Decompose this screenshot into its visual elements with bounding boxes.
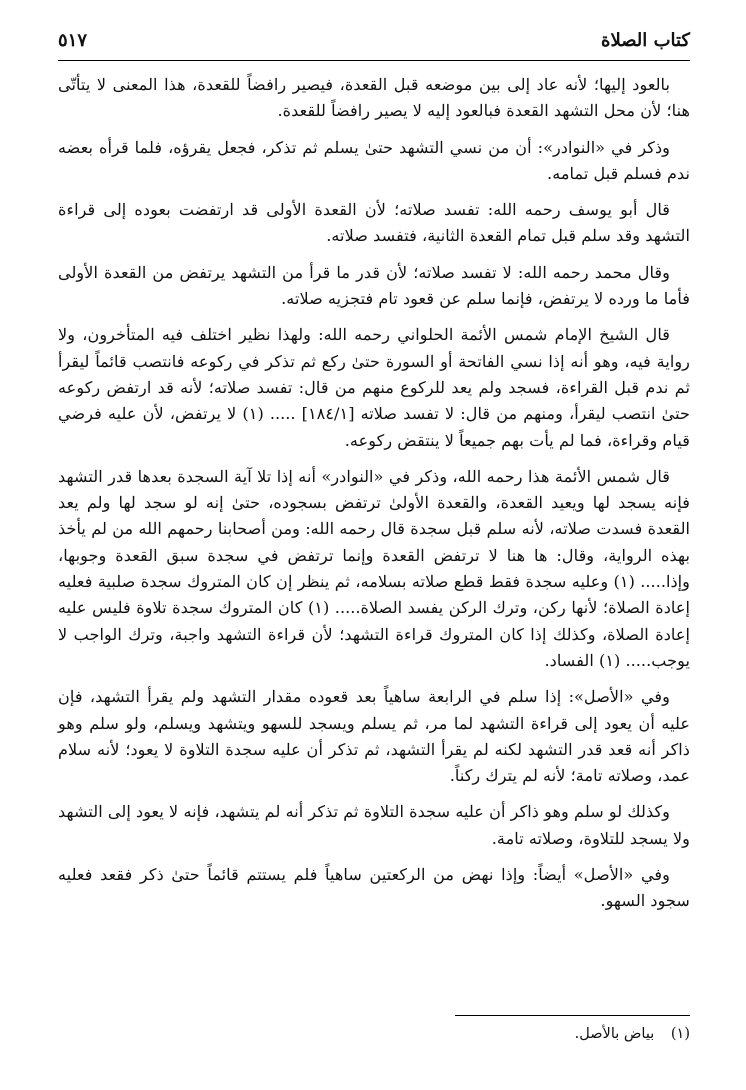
header-divider [58,60,690,61]
page-number: ٥١٧ [58,30,88,51]
paragraph: قال الشيخ الإمام شمس الأئمة الحلواني رحمه الله: ولهذا نظير اختلف فيه المتأخرون، ولا رواية فيه، وهو أنه إذا نسي الفاتحة أو السورة حتىٰ ركع ثم تذكر في ركوعه فانتصب قائماً ليقرأ ثم ندم قبل القراءة، فسجد ولم يعد للركوع منهم من قال: تفسد صلاته؛ لأنه قد ارتفض ركوعه حتىٰ انتصب ليقرأ، ومنهم من قال: لا تفسد صلاته [١٨٤/١] ..... (١) لا يرتفض، لأن عليه فرضي قيام وقراءة، فما لم يأت بهم جميعاً لا ينتقض ركوعه. [58,325,690,450]
paragraph: وفي «الأصل» أيضاً: وإذا نهض من الركعتين ساهياً فلم يستتم قائماً حتىٰ ذكر فقعد فعليه سجود السهو. [58,865,690,911]
footnote-divider [455,1015,690,1016]
paragraph: وفي «الأصل»: إذا سلم في الرابعة ساهياً بعد قعوده مقدار التشهد ولم يقرأ التشهد، فإن عليه أن يعود إلى قراءة التشهد لما مر، ثم يسلم ويسجد للسهو ويتشهد ويسلم، ولو سلم وهو ذاكر أنه قعد قدر التشهد لكنه لم يقرأ التشهد، ثم تذكر أن عليه سجدة التلاوة لا يعود؛ لأنه سلام عمد، وصلاته تامة؛ لأنه لم يترك ركناً. [58,687,690,786]
paragraph: وقال محمد رحمه الله: لا تفسد صلاته؛ لأن قدر ما قرأ من التشهد يرتفض من القعدة الأولى فأما ما ورده لا يرتفض، فإنما سلم عن قعود تام فتجزيه صلاته. [58,262,690,309]
running-header [58,30,690,60]
main-text [58,72,690,925]
paragraph: وكذلك لو سلم وهو ذاكر أن عليه سجدة التلاوة ثم تذكر أنه لم يتشهد، فإنه لا يعود إلى التشهد ولا يسجد للتلاوة، وصلاته تامة. [58,802,690,848]
book-page [58,30,690,1042]
footnote [58,1026,690,1042]
paragraph: قال أبو يوسف رحمه الله: تفسد صلاته؛ لأن القعدة الأولى قد ارتفضت بعوده إلى قراءة التشهد وقد سلم قبل تمام القعدة الثانية، فتفسد صلاته. [58,200,690,246]
paragraph: قال شمس الأئمة هذا رحمه الله، وذكر في «النوادر» أنه إذا تلا آية السجدة بعدها قدر التشهد فإنه يسجد لها ويعيد القعدة، والقعدة الأولىٰ ترتفض بسجوده، حتىٰ إنه لو سجد لها ولم يعد القعدة فسدت صلاته، لأنه سلم قبل سجدة قال رحمه الله: ومن أصحابنا رحمهم الله من لم يأخذ بهذه الرواية، وقال: ها هنا لا ترتفض القعدة وإنما ترتفض في سجدة سبق القعدة وجوبها، وإذا..... (١) وعليه سجدة فقط قطع صلاته بسلامه، ثم ينظر إن كان المتروك سجدة صلبية فعليه إعادة الصلاة؛ لأنها ركن، وترك الركن يفسد الصلاة..... (١) كان المتروك سجدة تلاوة فليس عليه إعادة الصلاة، وكذلك إذا كان المتروك قراءة التشهد؛ لأن قراءة التشهد واجبة، وترك الواجب لا يوجب..... (١) الفساد. [58,466,690,670]
paragraph: بالعود إليها؛ لأنه عاد إلى بين موضعه قبل القعدة، فيصير رافضاً للقعدة، هذا المعنى لا يتأتّى هنا؛ لأن محل التشهد القعدة فبالعود إليه لا يصير رافضاً للقعدة. [58,75,690,121]
footnote-text: بياض بالأصل. [574,1026,655,1042]
chapter-title: كتاب الصلاة [601,30,690,51]
footnote-marker: (١) [670,1026,690,1042]
paragraph: وذكر في «النوادر»: أن من نسي التشهد حتىٰ يسلم ثم تذكر، فجعل يقرؤه، فلما قرأه بعضه ندم فسلم قبل تمامه. [58,137,690,183]
